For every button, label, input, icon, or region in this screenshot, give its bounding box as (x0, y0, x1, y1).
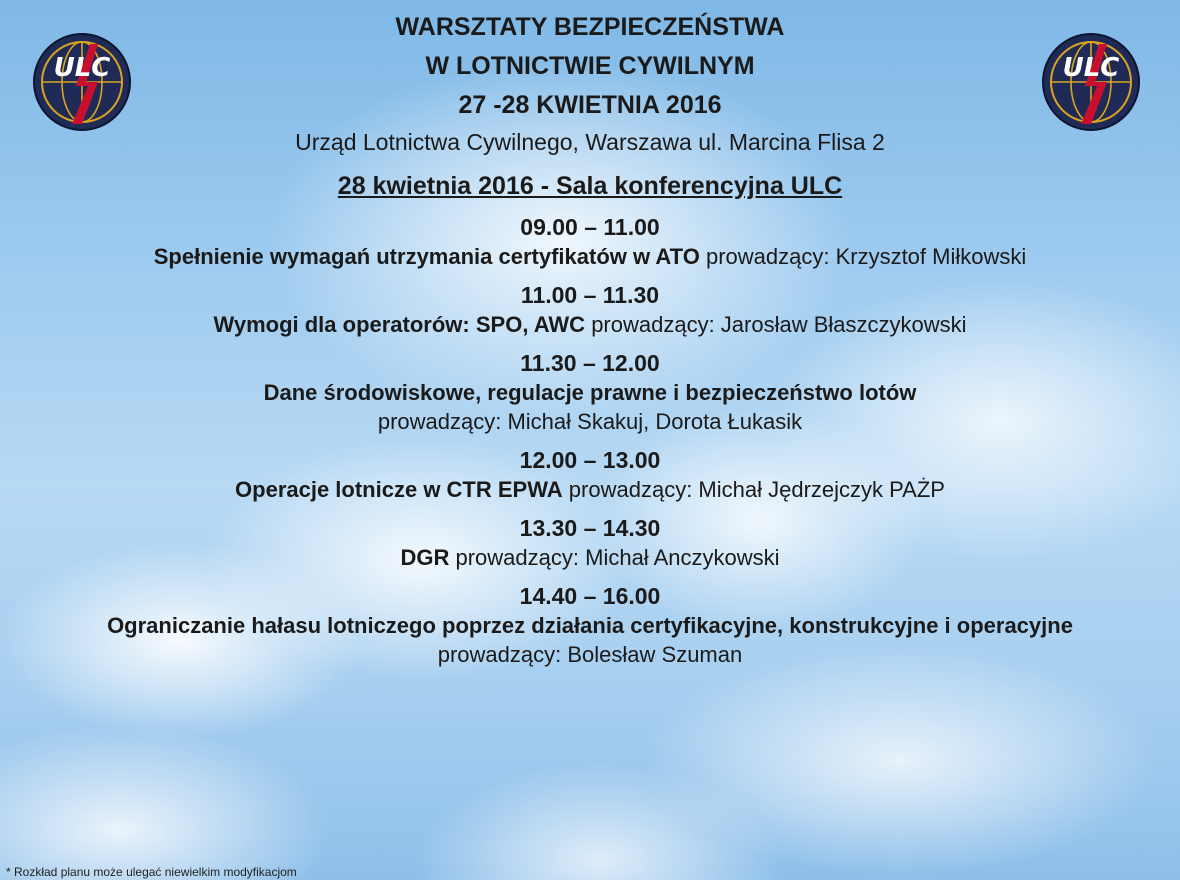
venue-address: Urząd Lotnictwa Cywilnego, Warszawa ul. Marcina Flisa 2 (295, 129, 885, 155)
session-topic: Ograniczanie hałasu lotniczego poprzez działania certyfikacyjne, konstrukcyjne i operacyjne (107, 613, 1073, 638)
session-topic: Wymogi dla operatorów: SPO, AWC (213, 312, 586, 337)
session-topic: Spełnienie wymagań utrzymania certyfikatów w ATO (153, 244, 700, 269)
svg-text:ULC: ULC (53, 53, 111, 83)
session-lecturer: prowadzący: Bolesław Szuman (437, 642, 743, 667)
session-lecturer: prowadzący: Krzysztof Miłkowski (705, 244, 1027, 269)
svg-text:ULC: ULC (1062, 53, 1120, 83)
title-line-2: W LOTNICTWIE CYWILNYM (425, 52, 755, 80)
session-description (0, 475, 1180, 504)
footnote: * Rozkład planu może ulegać niewielkim modyfikacjom (6, 865, 297, 879)
session-4 (0, 446, 1180, 504)
session-lecturer: prowadzący: Jarosław Błaszczykowski (591, 312, 967, 337)
session-time: 11.30 – 12.00 (520, 350, 660, 376)
session-description (0, 242, 1180, 271)
event-dates: 27 -28 KWIETNIA 2016 (458, 91, 722, 119)
session-description (0, 611, 1180, 640)
session-3 (0, 349, 1180, 436)
session-lecturer: prowadzący: Michał Skakuj, Dorota Łukasik (377, 409, 803, 434)
agenda-content (0, 8, 1180, 669)
session-time: 09.00 – 11.00 (520, 214, 660, 240)
session-time: 13.30 – 14.30 (519, 515, 661, 541)
session-6 (0, 582, 1180, 669)
day-title: 28 kwietnia 2016 - Sala konferencyjna ULC (337, 172, 843, 200)
session-lecturer: prowadzący: Michał Jędrzejczyk PAŻP (568, 477, 945, 502)
title-line-1: WARSZTATY BEZPIECZEŃSTWA (395, 13, 785, 41)
session-topic: DGR (400, 545, 450, 570)
session-description (0, 543, 1180, 572)
session-1 (0, 213, 1180, 271)
session-5 (0, 514, 1180, 572)
session-time: 12.00 – 13.00 (519, 447, 661, 473)
session-topic: Operacje lotnicze w CTR EPWA (235, 477, 563, 502)
session-description (0, 378, 1180, 407)
session-lecturer: prowadzący: Michał Anczykowski (455, 545, 780, 570)
session-2 (0, 281, 1180, 339)
session-time: 14.40 – 16.00 (519, 583, 661, 609)
session-time: 11.00 – 11.30 (520, 282, 660, 308)
session-topic: Dane środowiskowe, regulacje prawne i bezpieczeństwo lotów (263, 380, 917, 405)
session-description (0, 310, 1180, 339)
